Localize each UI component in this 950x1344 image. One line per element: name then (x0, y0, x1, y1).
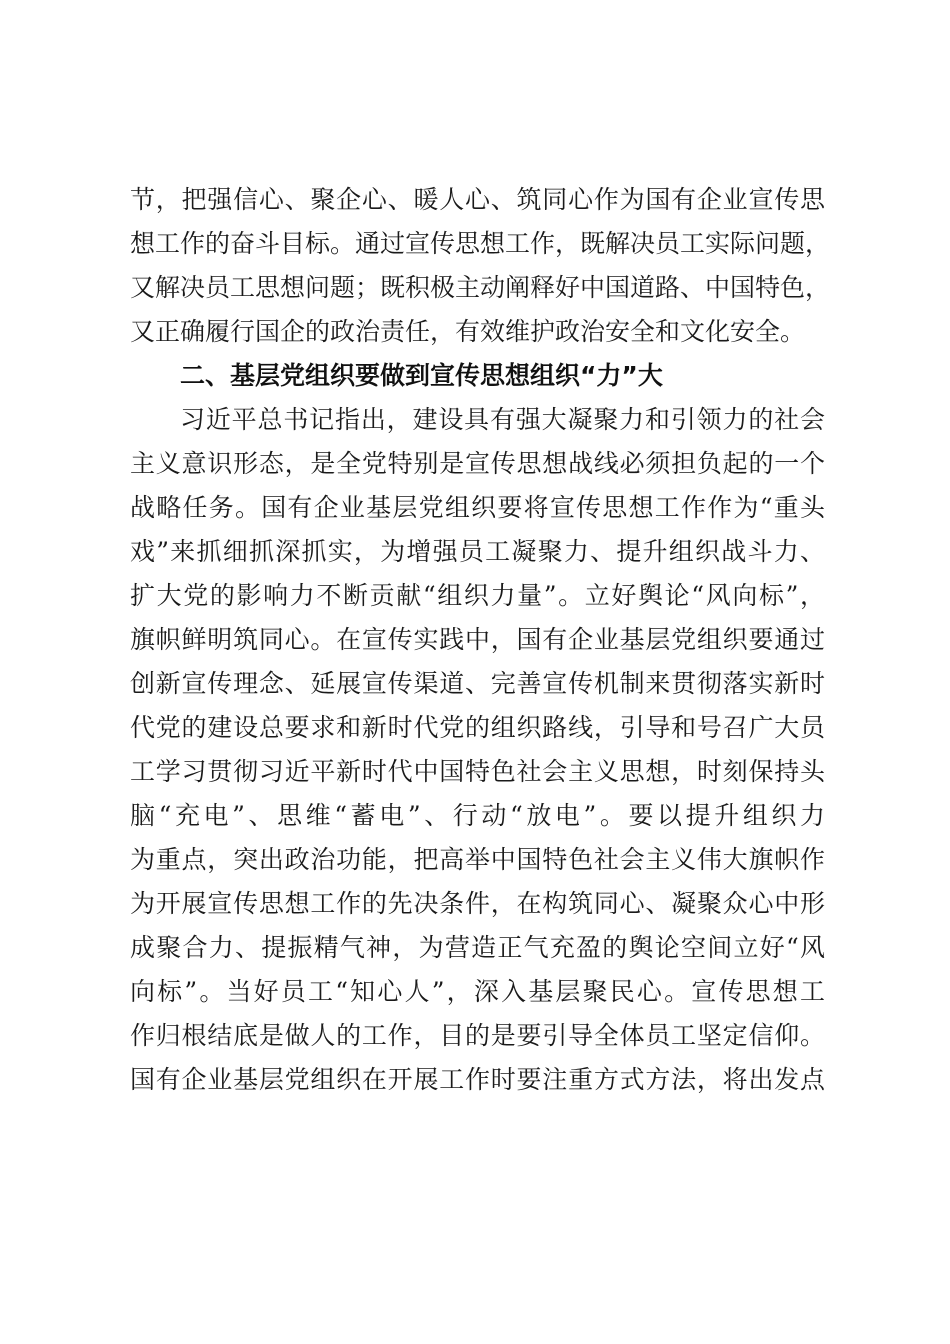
paragraph-line: 主义意识形态，是全党特别是宣传思想战线必须担负起的一个 (130, 449, 825, 478)
paragraph-line: 扩大党的影响力不断贡献“组织力量”。立好舆论“风向标”， (130, 581, 825, 610)
paragraph-line: 工学习贯彻习近平新时代中国特色社会主义思想，时刻保持头 (130, 757, 825, 786)
paragraph-line: 战略任务。国有企业基层党组织要将宣传思想工作作为“重头 (130, 493, 825, 522)
paragraph-line: 节，把强信心、聚企心、暖人心、筑同心作为国有企业宣传思 (130, 185, 825, 214)
paragraph-line: 创新宣传理念、延展宣传渠道、完善宣传机制来贯彻落实新时 (130, 669, 825, 698)
paragraph-line: 旗帜鲜明筑同心。在宣传实践中，国有企业基层党组织要通过 (130, 625, 825, 654)
paragraph-line: 为重点，突出政治功能，把高举中国特色社会主义伟大旗帜作 (130, 845, 825, 874)
paragraph-line: 又解决员工思想问题；既积极主动阐释好中国道路、中国特色， (130, 273, 831, 302)
paragraph-line: 作归根结底是做人的工作，目的是要引导全体员工坚定信仰。 (130, 1021, 825, 1050)
paragraph-line: 为开展宣传思想工作的先决条件，在构筑同心、凝聚众心中形 (130, 889, 825, 918)
paragraph-line: 成聚合力、提振精气神，为营造正气充盈的舆论空间立好“风 (130, 933, 825, 962)
section-heading: 二、基层党组织要做到宣传思想组织“力”大 (180, 361, 663, 390)
paragraph-line: 想工作的奋斗目标。通过宣传思想工作，既解决员工实际问题， (130, 229, 831, 258)
paragraph-line: 国有企业基层党组织在开展工作时要注重方式方法，将出发点 (130, 1065, 825, 1094)
document-body (130, 178, 831, 1102)
paragraph-line: 习近平总书记指出，建设具有强大凝聚力和引领力的社会 (180, 405, 825, 434)
paragraph-line: 戏”来抓细抓深抓实，为增强员工凝聚力、提升组织战斗力、 (130, 537, 825, 566)
paragraph-line: 又正确履行国企的政治责任，有效维护政治安全和文化安全。 (130, 317, 806, 346)
paragraph-line: 脑“充电”、思维“蓄电”、行动“放电”。要以提升组织力 (130, 801, 825, 830)
paragraph-line: 代党的建设总要求和新时代党的组织路线，引导和号召广大员 (130, 713, 825, 742)
paragraph-line: 向标”。当好员工“知心人”，深入基层聚民心。宣传思想工 (130, 977, 825, 1006)
